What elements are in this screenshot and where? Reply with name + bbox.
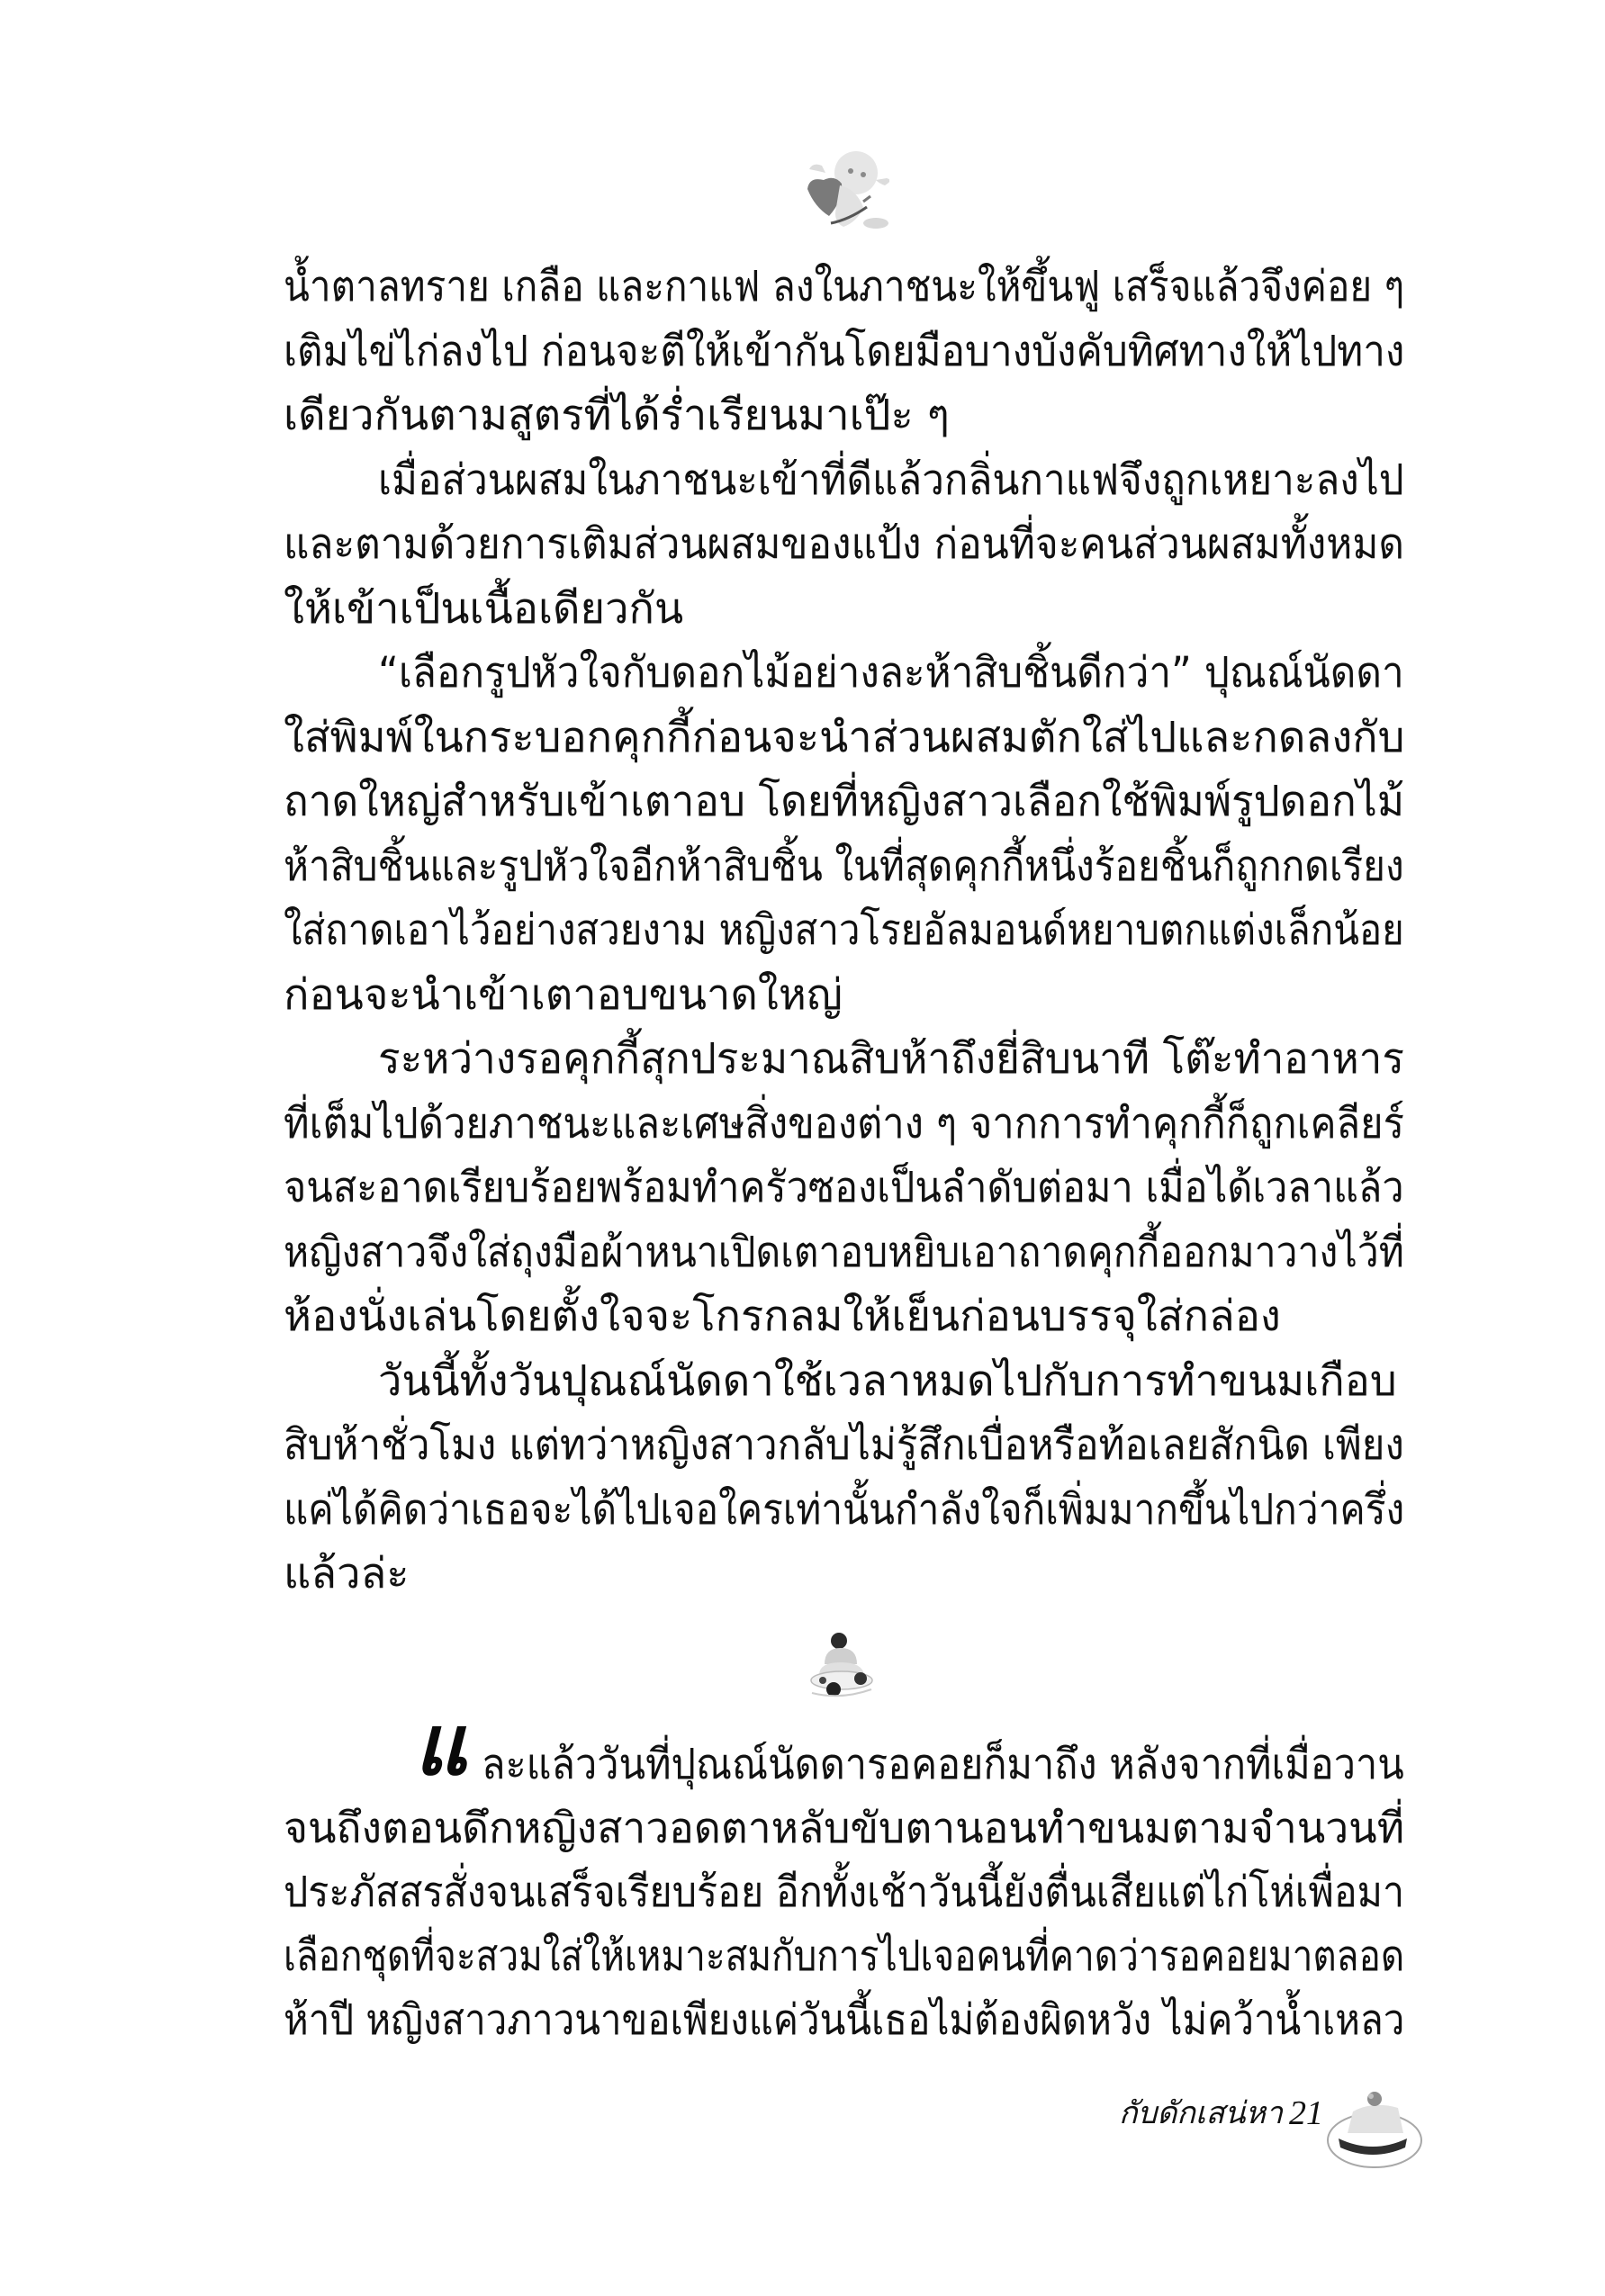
running-footer-title: กับดักเสน่หา [1119, 2095, 1283, 2131]
body-line: ให้เข้าเป็นเนื้อเดียวกัน [284, 584, 684, 634]
body-line: ก่อนจะนำเข้าเตาอบขนาดใหญ่ [284, 970, 843, 1020]
page-number: 21 [1289, 2094, 1323, 2132]
body-line: ใส่พิมพ์ในกระบอกคุกกี้ก่อนจะนำส่วนผสมตักใส่ไปและกดลงกับ [284, 713, 1405, 762]
body-line: ระหว่างรอคุกกี้สุกประมาณสิบห้าถึงยี่สิบนาที โต๊ะทำอาหาร [378, 1034, 1404, 1084]
cupcake-icon [799, 1625, 885, 1701]
body-line: จนถึงตอนดึกหญิงสาวอดตาหลับขับตานอนทำขนมตามจำนวนที่ [284, 1804, 1405, 1853]
body-line: “เลือกรูปหัวใจกับดอกไม้อย่างละห้าสิบชิ้นดีกว่า” ปุณณ์นัดดา [378, 648, 1404, 698]
body-line: เมื่อส่วนผสมในภาชนะเข้าที่ดีแล้วกลิ่นกาแฟจึงถูกเหยาะลงไป [378, 455, 1404, 505]
drop-cap: แ [414, 1697, 468, 1794]
body-line: เดียวกันตามสูตรที่ได้ร่ำเรียนมาเป๊ะ ๆ [284, 391, 950, 440]
body-line: แค่ได้คิดว่าเธอจะได้ไปเจอใครเท่านั้นกำลังใจก็เพิ่มมากขึ้นไปกว่าครึ่ง [284, 1485, 1405, 1535]
body-line: ละแล้ววันที่ปุณณ์นัดดารอคอยก็มาถึง หลังจากที่เมื่อวาน [482, 1740, 1404, 1789]
body-line: หญิงสาวจึงใส่ถุงมือผ้าหนาเปิดเตาอบหยิบเอาถาดคุกกี้ออกมาวางไว้ที่ [284, 1228, 1404, 1277]
body-line: จนสะอาดเรียบร้อยพร้อมทำครัวซองเป็นลำดับต่อมา เมื่อได้เวลาแล้ว [284, 1163, 1404, 1212]
cake-slice-icon [1319, 2088, 1429, 2174]
body-line: ห้องนั่งเล่นโดยตั้งใจจะโกรกลมให้เย็นก่อนบรรจุใส่กล่อง [284, 1292, 1281, 1341]
body-line: แล้วล่ะ [284, 1549, 410, 1598]
body-line: เลือกชุดที่จะสวมใส่ให้เหมาะสมกับการไปเจอคนที่คาดว่ารอคอยมาตลอด [284, 1931, 1405, 1981]
body-line: น้ำตาลทราย เกลือ และกาแฟ ลงในภาชนะให้ขึ้นฟู เสร็จแล้วจึงค่อย ๆ [284, 262, 1405, 311]
body-line: ใส่ถาดเอาไว้อย่างสวยงาม หญิงสาวโรยอัลมอนด์หยาบตกแต่งเล็กน้อย [284, 905, 1404, 955]
body-line: และตามด้วยการเติมส่วนผสมของแป้ง ก่อนที่จะคนส่วนผสมทั้งหมด [284, 519, 1405, 569]
body-line: ห้าสิบชิ้นและรูปหัวใจอีกห้าสิบชิ้น ในที่สุดคุกกี้หนึ่งร้อยชิ้นก็ถูกกดเรียง [284, 842, 1404, 891]
body-line: ประภัสสรสั่งจนเสร็จเรียบร้อย อีกทั้งเช้าวันนี้ยังตื่นเสียแต่ไก่โห่เพื่อมา [284, 1868, 1405, 1917]
body-line: สิบห้าชั่วโมง แต่ทว่าหญิงสาวกลับไม่รู้สึกเบื่อหรือท้อเลยสักนิด เพียง [284, 1420, 1404, 1470]
body-line: เติมไข่ไก่ลงไป ก่อนจะตีให้เข้ากันโดยมือบางบังคับทิศทางให้ไปทาง [284, 327, 1405, 376]
body-line: ห้าปี หญิงสาวภาวนาขอเพียงแค่วันนี้เธอไม่ต้องผิดหวัง ไม่คว้าน้ำเหลว [284, 1995, 1405, 2045]
body-line: วันนี้ทั้งวันปุณณ์นัดดาใช้เวลาหมดไปกับการทำขนมเกือบ [378, 1356, 1397, 1406]
cupid-with-heart-icon [804, 144, 889, 232]
body-line: ที่เต็มไปด้วยภาชนะและเศษสิ่งของต่าง ๆ จากการทำคุกกี้ก็ถูกเคลียร์ [284, 1099, 1404, 1148]
body-line: ถาดใหญ่สำหรับเข้าเตาอบ โดยที่หญิงสาวเลือกใช้พิมพ์รูปดอกไม้ [284, 777, 1405, 826]
